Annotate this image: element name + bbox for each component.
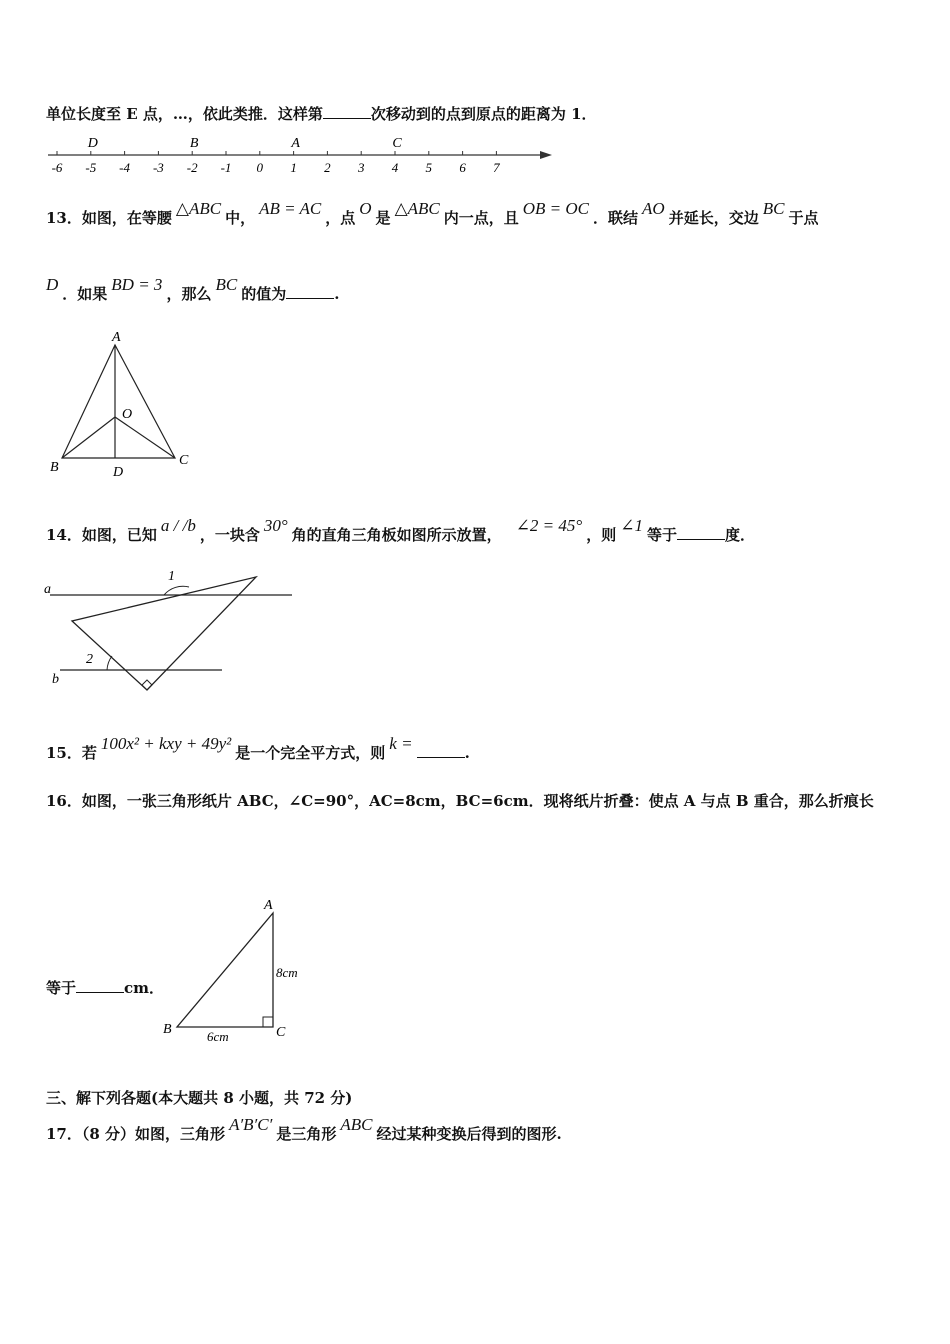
set-square [72, 577, 256, 690]
q13-text: 如图，在等腰 [81, 209, 172, 227]
label-d: D [113, 465, 124, 480]
q15-math: k = [389, 734, 413, 753]
q16-text: 如图，一张三角形纸片 ABC，∠C=90°，AC=8cm，BC=6cm．现将纸片折叠：使点 A 与点 B 重合，那么折痕长 [81, 792, 874, 810]
q13-math: BC [215, 275, 238, 294]
label-c: C [276, 1025, 286, 1040]
intro-text-before: 单位长度至 E 点，…，依此类推．这样第 [46, 105, 323, 123]
q13-text: 内一点，且 [443, 209, 519, 227]
answer-blank[interactable] [677, 527, 725, 540]
answer-blank[interactable] [286, 286, 334, 299]
number-line-tick-label: -5 [85, 160, 97, 175]
q15-text: 若 [81, 744, 97, 762]
q13-line1 [46, 199, 819, 228]
q13-text: 并延长，交边 [668, 209, 759, 227]
q17-score: （8 分） [81, 1125, 136, 1143]
number-line-tick-label: -6 [51, 160, 63, 175]
number-line-tick-label: 5 [425, 160, 433, 175]
number-line-tick-label: -2 [186, 160, 198, 175]
q14-parallel-lines-figure [40, 563, 310, 698]
q13-text: ．联结 [593, 209, 639, 227]
q13-math: BD = 3 [111, 275, 163, 294]
number-line-point-label: C [392, 136, 402, 151]
number-line-tick-label: 3 [357, 160, 365, 175]
label-a: A [112, 330, 121, 345]
q14-math: ∠2 = 45° [515, 516, 583, 535]
q13-math: AO [642, 199, 665, 218]
q17-math: A′B′C′ [229, 1115, 273, 1134]
q14-text: 度． [724, 526, 755, 544]
q14-math: ∠1 [620, 516, 643, 535]
angle-2-arc [107, 656, 112, 670]
q13-math: BC [762, 199, 785, 218]
number-line-point-label: A [291, 136, 300, 151]
q13-text: 是 [375, 209, 391, 227]
q13-line2 [46, 275, 340, 304]
q13-triangle-figure [40, 325, 210, 485]
label-c: C [179, 453, 189, 468]
q15-text: 是一个完全平方式，则 [235, 744, 386, 762]
q13-number: 13． [46, 209, 82, 227]
number-line-tick-label: 6 [459, 160, 466, 175]
q14-text: 角的直角三角板如图所示放置， [291, 526, 502, 544]
q13-math: AB = AC [259, 199, 322, 218]
label-b-line: b [52, 672, 59, 687]
q14-number: 14． [46, 526, 82, 544]
q13-text: 的值为 [241, 285, 287, 303]
q16-answer-line [46, 977, 164, 998]
q17-number: 17． [46, 1125, 82, 1143]
q13-math: D [46, 275, 59, 294]
number-line-tick-label: -3 [152, 160, 164, 175]
q16-text: 等于 [46, 979, 77, 997]
number-line-tick-label: -1 [220, 160, 232, 175]
answer-blank[interactable] [323, 106, 371, 119]
number-line-tick-label: 2 [324, 160, 331, 175]
triangle-abc [62, 345, 175, 458]
number-line-tick-label: 1 [290, 160, 297, 175]
q13-text: ，那么 [166, 285, 212, 303]
q13-math: △ABC [175, 199, 222, 218]
answer-blank[interactable] [417, 745, 465, 758]
number-line-tick-label: 0 [256, 160, 264, 175]
number-line-tick-label: 7 [493, 160, 500, 175]
q14-text: 如图，已知 [81, 526, 157, 544]
number-line-point-label: B [189, 136, 199, 151]
q16-text: cm． [124, 979, 165, 997]
q16-number: 16． [46, 792, 82, 810]
q13-text: ，点 [325, 209, 356, 227]
number-line-arrow [540, 151, 552, 159]
intro-text-after: 次移动到的点到原点的距离为 1． [370, 105, 597, 123]
label-angle-2: 2 [86, 652, 93, 667]
number-line-point-label: D [87, 136, 98, 151]
number-line-points [87, 136, 403, 151]
number-line-figure [40, 130, 560, 180]
q13-math: O [359, 199, 372, 218]
q13-text: ．如果 [62, 285, 108, 303]
q17-text: 经过某种变换后得到的图形. [376, 1125, 562, 1143]
q13-text: 中， [225, 209, 256, 227]
label-o: O [122, 407, 133, 422]
q14-text: 等于 [646, 526, 677, 544]
q14-math: 30° [263, 516, 288, 535]
q13-math: △ABC [394, 199, 440, 218]
q14-text: ，则 [586, 526, 617, 544]
right-angle-mark [142, 680, 152, 690]
q17-math: ABC [340, 1115, 373, 1134]
q14-text: ，一块含 [199, 526, 260, 544]
q17-text: 如图，三角形 [135, 1125, 226, 1143]
q16-right-triangle-figure [155, 893, 315, 1048]
q17-text: 是三角形 [276, 1125, 337, 1143]
q15-line [46, 734, 470, 763]
q15-text: . [464, 744, 470, 762]
segment-ob [62, 417, 115, 458]
label-angle-1: 1 [168, 569, 175, 584]
q14-math: a / /b [160, 516, 196, 535]
label-a-line: a [44, 582, 51, 597]
triangle-abc [177, 913, 273, 1027]
q15-math: 100x² + kxy + 49y² [100, 734, 232, 753]
label-a: A [264, 898, 273, 913]
q15-number: 15． [46, 744, 82, 762]
q13-math: OB = OC [522, 199, 590, 218]
label-b: B [163, 1022, 172, 1037]
q16-line [46, 790, 874, 811]
intro-line [46, 103, 597, 124]
right-angle-mark [263, 1017, 273, 1027]
q14-line [46, 516, 755, 545]
label-ac-length: 8cm [276, 965, 298, 980]
answer-blank[interactable] [76, 980, 124, 993]
segment-oc [115, 417, 175, 458]
number-line-tick-label: 4 [391, 160, 399, 175]
q17-line [46, 1115, 562, 1144]
q13-text: 于点 [788, 209, 819, 227]
label-b: B [50, 460, 59, 475]
number-line-tick-label: -4 [119, 160, 131, 175]
section-3-title: 三、解下列各题(本大题共 8 小题，共 72 分) [46, 1089, 353, 1107]
label-bc-length: 6cm [207, 1029, 229, 1044]
q13-text: . [334, 285, 340, 303]
